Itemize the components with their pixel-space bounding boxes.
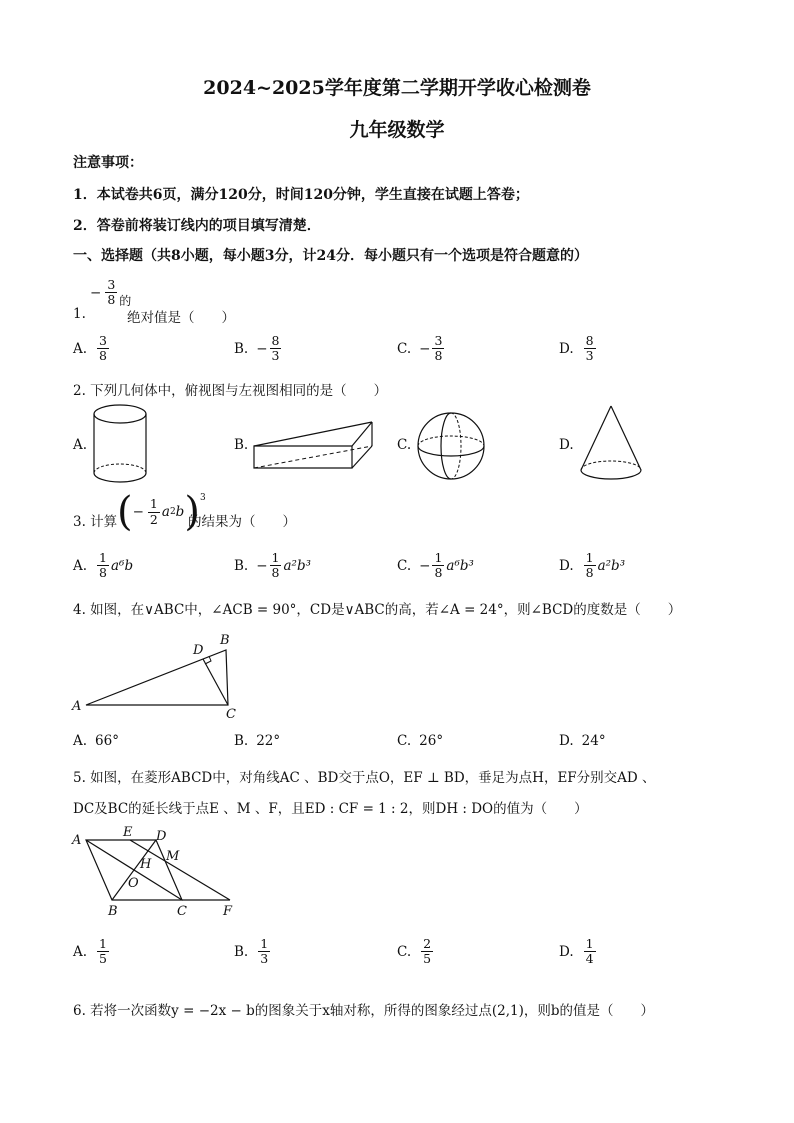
q1-option-d[interactable]: D. $\frac{8}{3}$	[559, 333, 594, 364]
q4-label-d: D	[193, 643, 204, 658]
question-1-fraction: $\frac{3}{8}$	[107, 277, 116, 308]
question-5-line-2: DC及BC的延长线于点E 、M 、F，且ED : CF = 1 : 2，则DH : DO的值为（ ）	[73, 801, 588, 817]
question-4-text: 4. 如图，在∨ABC中，∠ACB = 90°，CD是∨ABC的高，若∠A = 24°，则∠BCD的度数是（ ）	[73, 602, 682, 618]
question-1-expression: − $\frac{3}{8}$ 的	[90, 277, 132, 309]
q3-option-a[interactable]: A. $\frac{1}{8}$ a⁶b	[73, 550, 134, 581]
q5-rhombus-figure	[70, 822, 250, 922]
question-6-text: 6. 若将一次函数y = −2x − b的图象关于x轴对称，所得的图象经过点(2,1)，则b的值是（ ）	[73, 1003, 654, 1019]
q1-option-b[interactable]: B. − $\frac{8}{3}$	[234, 333, 280, 364]
triangular-prism-figure	[252, 420, 376, 472]
q4-right-triangle-figure	[70, 630, 250, 720]
q1-option-c[interactable]: C. − $\frac{3}{8}$	[397, 333, 443, 364]
question-1-number: 1.	[73, 306, 86, 322]
cone-figure	[578, 404, 644, 486]
q5-option-b[interactable]: B. $\frac{1}{3}$	[234, 936, 269, 967]
q4-option-d[interactable]: D. 24°	[559, 733, 606, 749]
question-1-text: 绝对值是（ ）	[127, 310, 235, 326]
q5-label-o: O	[128, 876, 139, 891]
q5-label-m: M	[166, 849, 180, 864]
q2-option-a[interactable]: A.	[73, 437, 88, 453]
q2-option-b[interactable]: B.	[234, 437, 249, 453]
q4-option-c[interactable]: C. 26°	[397, 733, 444, 749]
exam-title: 2024~2025学年度第二学期开学收心检测卷	[203, 77, 591, 99]
q4-label-b: B	[220, 633, 230, 648]
question-5-line-1: 5. 如图，在菱形ABCD中，对角线AC 、BD交于点O，EF ⊥ BD，垂足为点H，EF分别交AD 、	[73, 770, 656, 786]
question-2-text: 2. 下列几何体中，俯视图与左视图相同的是（ ）	[73, 383, 388, 399]
q2-option-c[interactable]: C.	[397, 437, 412, 453]
q4-option-a[interactable]: A. 66°	[73, 733, 119, 749]
q3-option-d[interactable]: D. $\frac{1}{8}$ a²b³	[559, 550, 626, 581]
q5-label-h: H	[140, 857, 152, 872]
section-heading: 一、选择题（共8小题，每小题3分，计24分．每小题只有一个选项是符合题意的）	[73, 248, 588, 264]
q4-label-a: A	[72, 699, 82, 714]
q3-option-c[interactable]: C. − $\frac{1}{8}$ a⁶b³	[397, 550, 474, 581]
q5-label-b: B	[108, 904, 118, 919]
question-3-prefix: 3. 计算	[73, 514, 118, 530]
q1-option-a[interactable]: A. $\frac{3}{8}$	[73, 333, 107, 364]
question-3-suffix: 的结果为（ ）	[188, 514, 296, 530]
sphere-figure	[415, 410, 487, 482]
q5-option-d[interactable]: D. $\frac{1}{4}$	[559, 936, 594, 967]
note-item-2: 2．答卷前将装订线内的项目填写清楚．	[73, 218, 321, 234]
q4-label-c: C	[226, 707, 236, 722]
q5-option-c[interactable]: C. $\frac{2}{5}$	[397, 936, 432, 967]
question-3-expression: ( − $\frac{1}{2}$ a 2 b ) $^3$	[117, 489, 206, 535]
q5-label-f: F	[223, 904, 233, 919]
q5-label-a: A	[72, 833, 82, 848]
q2-option-d[interactable]: D.	[559, 437, 574, 453]
note-item-1: 1．本试卷共6页，满分120分，时间120分钟，学生直接在试题上答卷；	[73, 187, 529, 203]
q5-label-e: E	[123, 825, 133, 840]
notes-heading: 注意事项：	[73, 155, 143, 171]
q4-option-b[interactable]: B. 22°	[234, 733, 281, 749]
q5-label-d: D	[156, 829, 167, 844]
q5-option-a[interactable]: A. $\frac{1}{5}$	[73, 936, 107, 967]
q3-option-b[interactable]: B. − $\frac{1}{8}$ a²b³	[234, 550, 311, 581]
exam-subtitle: 九年级数学	[349, 119, 445, 141]
q5-label-c: C	[177, 904, 187, 919]
cylinder-figure	[90, 403, 154, 485]
